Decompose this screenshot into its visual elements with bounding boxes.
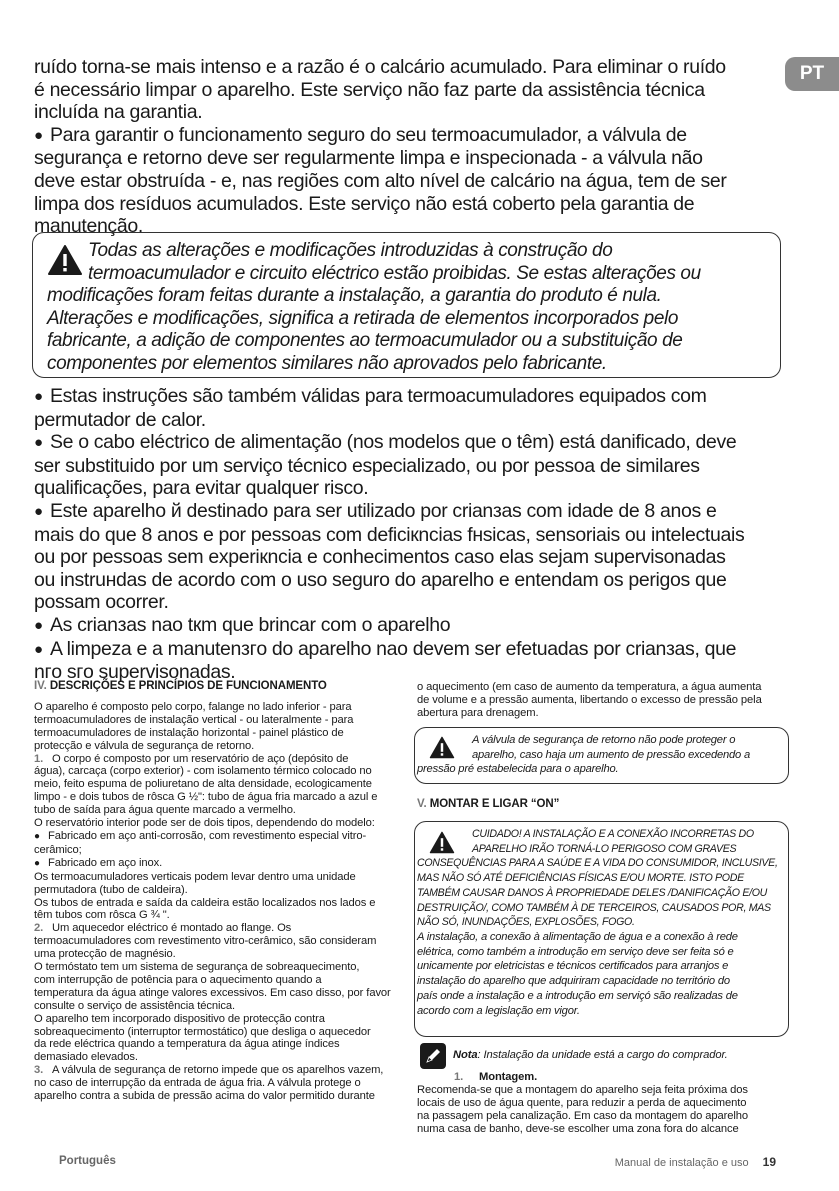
bullet-heat-exchanger: ● Estas instruções são também válidas para termoacumuladores equipados com <box>34 385 707 407</box>
left-column: IV. DESCRIÇÕES E PRINCÍPIOS DE FUNCIONAMENTO O aparelho é composto pelo corpo, falange no lado inferior - para termoacumuladores de instalação vertical - ou lateralmente - para termoacumuladores de instalação horizontal - painel plástico de protecção e válvula de segurança de retorno. 1. O corpo é composto por um reservatório de aço (depósito de água), carcaça (corpo exterior) - com isolamento térmico colocado no meio, feito espuma de poliuretano de alta densidade, ecologicamente limpo - e dois tubos de rôsca G ½": tubo de água fria marcado a azul e tubo de saída para água quente marcado a vermelho. O reservatório interior pode ser de dois tipos, dependendo do modelo: ● Fabricado em aço anti-corrosão, com revestimento especial vitro- cerâmico; ● Fabricado em aço inox. Os termoacumuladores verticais podem levar dentro uma unidade permutadora (tubo de caldeira). Os tubos de entrada e saída da caldeira estão localizados nos lados e têm tubos com rôsca G ¾ ". 2. Um aquecedor eléctrico é montado ao flange. Os termoacumuladores com revestimento vitro-cerâmico, são consideram uma protecção de magnésio. O termóstato tem um sistema de segurança de sobreaquecimento, com interrupção de potência para o aquecimento quando a temperatura da água atinge valores excessivos. Em caso disso, por favor consulte o serviço de assistência técnica. O aparelho tem incorporado dispositivo de protecção contra sobreaquecimento (interruptor termostático) que desliga o aquecedor da rede eléctrica quando a temperatura da água atinge índices demasiado elevados. 3. A válvula de segurança de retorno impede que os aparelhos vazem, no caso de interrupção da entrada de água fria. A válvula protege o aparelho contra a subida de pressão acima do valor permitido durante <box>34 680 404 1103</box>
language-tab: PT <box>785 57 839 91</box>
item-3: 3. A válvula de segurança de retorno impede que os aparelhos vazem, <box>34 1064 384 1077</box>
modification-warning-box: Todas as alterações e modificações introduzidas à construção do termoacumulador e circuito eléctrico estão proibidas. Se estas alterações ou modificações foram feitas durante a instalação, a garantia do produto é nula. Alterações e modificações, significa a retirada de elementos incorporados pelo fabricante, a adição de componentes ao termoacumulador ou a substituição de componentes por elementos similares não aprovados pelo fabricante. <box>32 232 781 378</box>
valve-warning-box: A válvula de segurança de retorno não pode proteger o aparelho, caso haja um aumento de pressão excedendo a pressão pré estabelecida para o aparelho. <box>414 727 789 784</box>
item-2: 2. Um aquecedor eléctrico é montado ao flange. Os <box>34 922 292 935</box>
footer-manual: Manual de instalação e uso 19 <box>614 1155 776 1169</box>
item-montagem-title: 1. Montagem. <box>454 1071 538 1083</box>
installation-warning-box: CUIDADO! A INSTALAÇÃO E A CONEXÃO INCORRETAS DO APARELHO IRÃO TORNÁ-LO PERIGOSO COM GRAVES CONSEQUÊNCIAS PARA A SAÚDE E A VIDA DO CONSUMIDOR, INCLUSIVE, MAS NÃO SÓ ATÉ DEFICIÊNCIAS FÍSICAS E/OU MORTE. ISTO PODE TAMBÉM CAUSAR DANOS À PROPRIEDADE DELES /DANIFICAÇÃO E/OU DESTRUIÇÃO/, COMO TAMBÉM À DE TERCEIROS, CAUSADOS POR, MAS NÃO SÓ, INUNDAÇÕES, EXPLOSÕES, FOGO. A instalação, a conexão à alimentação de água e a conexão à rede elétrica, como também a introdução em serviço deve ser feita só e unicamente por eletricistas e técnicos certificados para arranjos e instalação do aparelho que adquiriram capacidade no território do país onde a instalação e a introdução em serviçó são realizadas de acordo com a legislação em vigor. <box>414 821 789 1037</box>
bullet-icon: ● <box>34 434 43 452</box>
installation-note: Nota: Instalação da unidade está a cargo do comprador. <box>453 1049 728 1061</box>
intro-paragraph: ruído torna-se mais intenso e a razão é o calcário acumulado. Para eliminar o ruído é necessário limpar o aparelho. Este serviço não faz parte da assistência técnica incluída na garantia. ● Para garantir o funcionamento seguro do seu termoacumulador, a válvula de segurança e retorno deve ser regularmente limpa e inspecionada - a válvula não deve estar obstruída - e, nas regiões com alto nível de calcário na água, tem de ser limpa dos resíduos acumulados. Este serviço não está coberto pela garantia de manutenção. <box>34 56 774 238</box>
bullet-icon: ● <box>34 857 40 869</box>
bullet-icon: ● <box>34 640 43 658</box>
section-iv-heading: IV. DESCRIÇÕES E PRINCÍPIOS DE FUNCIONAMENTO <box>34 680 327 692</box>
bullet-safety-valve: ● Para garantir o funcionamento seguro do seu termoacumulador, a válvula de <box>34 123 687 146</box>
bullet-icon: ● <box>34 126 43 144</box>
bullet-children-use: ● Este aparelho й destinado para ser utilizado por crianзas com idade de 8 anos e <box>34 499 717 522</box>
sub-bullet-vitro: ● Fabricado em aço anti-corrosão, com revestimento especial vitro- <box>34 829 367 842</box>
footer-language: Português <box>59 1155 116 1167</box>
general-bullets: ● Estas instruções são também válidas para termoacumuladores equipados com permutador de calor. ● Se o cabo eléctrico de alimentação (nos modelos que o têm) está danificado, deve ser substituido por um serviço técnico especializado, ou por pessoa de similares qualificações, para evitar qualquer risco. ● Este aparelho й destinado para ser utilizado por crianзas com idade de 8 anos e mais do que 8 anos e por pessoas com deficiкncias fнsicas, sensoriais ou intelectuais ou por pessoas sem experiкncia e conhecimentos caso elas sejam supervisonadas ou instruнdas de acordo com o uso seguro do aparelho e entendam os perigos que possam ocorrer. ● As crianзas nao tкm que brincar com o aparelho ● A limpeza e a manutenзгo do aparelho nao devem ser efetuadas por crianзas, que nгo sгo supervisonadas. <box>34 385 774 684</box>
bullet-power-cable: ● Se o cabo eléctrico de alimentação (nos modelos que o têm) está danificado, deve <box>34 431 737 454</box>
bullet-icon: ● <box>34 502 43 520</box>
page-number: 19 <box>762 1155 776 1169</box>
bullet-icon: ● <box>34 830 40 842</box>
bullet-children-play: ● As crianзas nao tкm que brincar com o aparelho <box>34 613 451 636</box>
bullet-icon: ● <box>34 616 43 634</box>
sub-bullet-inox: ● Fabricado em aço inox. <box>34 856 163 869</box>
bullet-icon: ● <box>34 388 43 405</box>
pencil-note-icon <box>420 1043 446 1069</box>
bullet-cleaning: ● A limpeza e a manutenзгo do aparelho nao devem ser efetuadas por crianзas, que <box>34 637 737 660</box>
item-1: 1. O corpo é composto por um reservatório de aço (depósito de <box>34 752 349 765</box>
mounting-section: 1. Montagem. Recomenda-se que a montagem do aparelho seja feita próxima dos locais de uso de água quente, para reduzir a perda de aquecimento na passagem pela canalização. Em caso da montagem do aparelho numa casa de banho, deve-se escolher uma zona fora do alcance <box>417 1071 789 1136</box>
section-v-heading: V. MONTAR E LIGAR “ON” <box>417 798 560 810</box>
right-column: o aquecimento (em caso de aumento da temperatura, a água aumenta de volume e a pressão aumenta, libertando o excesso de pressão pela abertura para drenagem. <box>417 681 762 719</box>
